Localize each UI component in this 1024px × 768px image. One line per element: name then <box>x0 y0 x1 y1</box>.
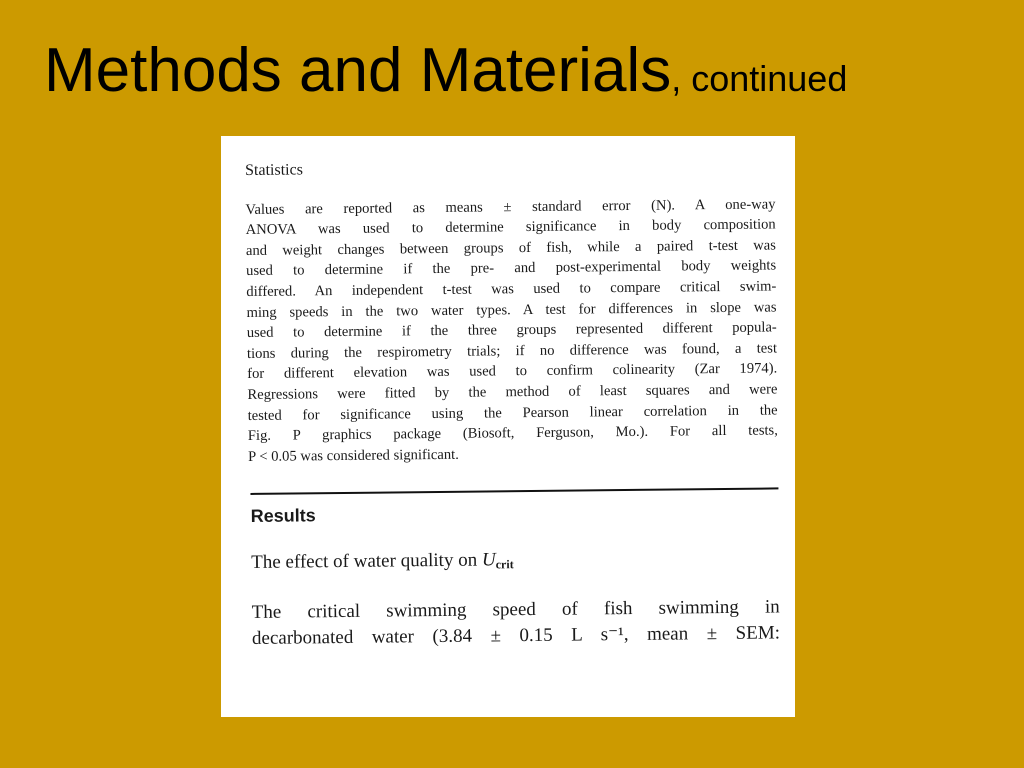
statistics-line: tions during the respirometry trials; if no difference was found, a test <box>246 340 778 362</box>
slide-title-suffix: , continued <box>671 58 848 99</box>
results-paragraph <box>252 595 781 653</box>
section-divider <box>250 488 778 496</box>
statistics-paragraph <box>245 194 778 467</box>
statistics-line: Values are reported as means ± standard error (N). A one-way <box>245 196 776 218</box>
results-heading: Results <box>250 505 316 527</box>
statistics-line: differed. An independent t-test was used to compare critical swim- <box>246 278 777 300</box>
statistics-line: and weight changes between groups of fish, while a paired t-test was <box>245 237 776 259</box>
statistics-line: tested for significance using the Pearson linear correlation in the <box>247 401 778 424</box>
slide-title-main: Methods and Materials <box>44 36 672 105</box>
statistics-line: Regressions were fitted by the method of least squares and were <box>247 381 778 403</box>
statistics-heading: Statistics <box>245 161 303 179</box>
statistics-line: Fig. P graphics package (Biosoft, Ferguson, Mo.). For all tests, <box>247 422 778 445</box>
results-line: The critical swimming speed of fish swimming in <box>251 596 780 624</box>
scanned-document-content <box>245 156 780 652</box>
results-subheading-subscript: crit <box>495 557 514 572</box>
statistics-line: ANOVA was used to determine significance in body composition <box>245 216 776 239</box>
results-subheading-symbol: U <box>481 549 496 571</box>
results-subheading <box>251 548 779 575</box>
statistics-line: P < 0.05 was considered significant. <box>248 446 459 465</box>
statistics-line: used to determine if the pre- and post-experimental body weights <box>246 257 777 280</box>
results-line: decarbonated water (3.84 ± 0.15 L s⁻¹, mean ± SEM: <box>251 622 781 650</box>
scanned-document-excerpt <box>221 136 795 717</box>
slide-title <box>44 36 848 105</box>
statistics-line: ming speeds in the two water types. A test for differences in slope was <box>246 299 777 321</box>
results-subheading-text: The effect of water quality on <box>251 549 483 574</box>
statistics-line: for different elevation was used to confirm colinearity (Zar 1974). <box>247 360 778 383</box>
statistics-line: used to determine if the three groups represented different popula- <box>246 319 777 342</box>
